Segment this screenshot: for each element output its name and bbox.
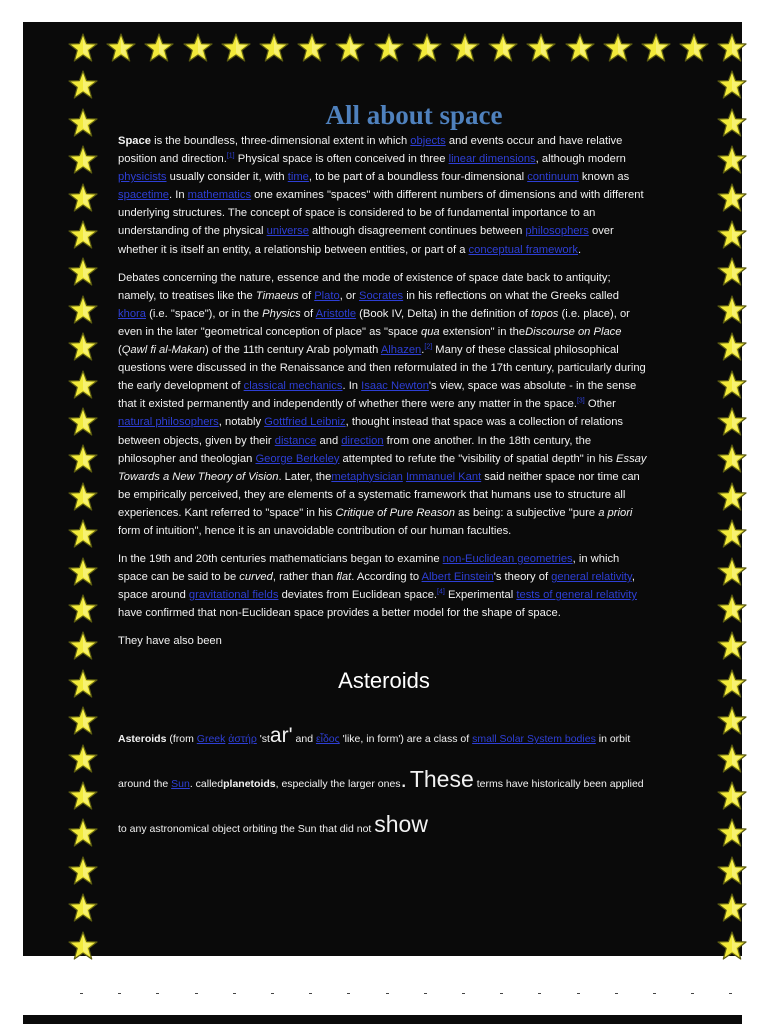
- wiki-link[interactable]: non-Euclidean geometries: [442, 553, 573, 566]
- star-icon: [717, 108, 747, 138]
- star-icon: [717, 145, 747, 175]
- star-icon: [68, 781, 98, 811]
- star-icon: [717, 295, 747, 325]
- document-body: [118, 98, 650, 860]
- text-run: show: [374, 811, 428, 838]
- star-icon: [68, 407, 98, 437]
- dot-mark: [347, 993, 350, 994]
- star-icon: [68, 220, 98, 250]
- wiki-link[interactable]: εἶδος: [315, 733, 340, 746]
- star-icon: [68, 183, 98, 213]
- text-run: and: [316, 434, 342, 447]
- text-run: Experimental: [444, 589, 517, 602]
- star-icon: [717, 744, 747, 774]
- wiki-link[interactable]: Albert Einstein: [421, 571, 494, 584]
- text-run: , to be part of a boundless four-dimensional: [308, 171, 528, 184]
- paragraph-history: [118, 269, 650, 540]
- text-run: , thought instead that space was a collection of relations between objects, given by their: [118, 416, 624, 447]
- star-icon: [717, 370, 747, 400]
- italic-text: a priori: [598, 506, 633, 519]
- star-icon: [68, 295, 98, 325]
- star-icon: [717, 332, 747, 362]
- wiki-link[interactable]: Isaac Newton: [361, 380, 429, 393]
- italic-text: flat: [336, 571, 352, 584]
- wiki-link[interactable]: Sun: [171, 778, 190, 791]
- italic-text: topos: [531, 307, 559, 320]
- star-icon: [641, 33, 671, 63]
- text-run: usually consider it, with: [166, 171, 288, 184]
- wiki-link[interactable]: Alhazen: [380, 344, 422, 357]
- text-run: Many of these classical philosophical questions were discussed in the Renaissance and then reformulated in the 17th century, particularly during the early development of: [118, 344, 646, 393]
- star-icon: [68, 557, 98, 587]
- star-icon: [717, 669, 747, 699]
- text-run: ar': [269, 724, 293, 748]
- italic-text: Critique of Pure Reason: [335, 506, 455, 519]
- wiki-link[interactable]: Socrates: [358, 289, 404, 302]
- wiki-link[interactable]: natural philosophers: [118, 416, 219, 429]
- dot-mark: [80, 993, 83, 994]
- star-icon: [68, 257, 98, 287]
- star-icon: [68, 145, 98, 175]
- star-icon: [68, 818, 98, 848]
- wiki-link[interactable]: direction: [341, 434, 384, 447]
- dot-mark: [462, 993, 465, 994]
- text-run: , in which space can be said to be: [118, 553, 620, 584]
- dot-mark: [653, 993, 656, 994]
- dot-mark: [538, 993, 541, 994]
- text-run: terms have historically been applied to any astronomical object orbiting the Sun that did not: [118, 778, 644, 836]
- wiki-link[interactable]: classical mechanics: [243, 380, 343, 393]
- dot-mark: [691, 993, 694, 994]
- italic-text: qua: [420, 325, 440, 338]
- wiki-link[interactable]: philosophers: [525, 225, 589, 238]
- text-run: have confirmed that non-Euclidean space provides a better model for the shape of space.: [118, 607, 561, 620]
- wiki-link[interactable]: continuum: [527, 171, 579, 184]
- wiki-link[interactable]: gravitational fields: [188, 589, 279, 602]
- text-run: . Later, the: [278, 470, 332, 483]
- text-run: in orbit around the: [118, 733, 631, 791]
- star-icon: [68, 669, 98, 699]
- dot-mark: [118, 993, 121, 994]
- star-icon: [526, 33, 556, 63]
- star-icon: [183, 33, 213, 63]
- dot-mark: [424, 993, 427, 994]
- text-run: in his reflections on what the Greeks called: [403, 289, 619, 302]
- star-icon: [68, 108, 98, 138]
- dot-mark: [156, 993, 159, 994]
- text-run: Physical space is often conceived in three: [234, 153, 449, 166]
- star-icon: [68, 931, 98, 961]
- bold-term: Space: [118, 135, 151, 147]
- star-icon: [679, 33, 709, 63]
- star-icon: [488, 33, 518, 63]
- wiki-link[interactable]: Greek: [196, 733, 226, 746]
- italic-text: Timaeus: [255, 289, 299, 302]
- star-icon: [717, 257, 747, 287]
- text-run: , although modern: [535, 153, 626, 166]
- dot-mark: [615, 993, 618, 994]
- wiki-link[interactable]: small Solar System bodies: [472, 733, 596, 746]
- wiki-link[interactable]: general relativity: [551, 571, 632, 584]
- star-icon: [717, 519, 747, 549]
- bold-term: Asteroids: [118, 733, 167, 746]
- text-run: .: [421, 344, 425, 357]
- wiki-link[interactable]: tests of general relativity: [516, 589, 637, 602]
- wiki-link[interactable]: Aristotle: [315, 307, 357, 320]
- star-icon: [68, 332, 98, 362]
- text-run: These: [409, 766, 474, 793]
- text-run: known as: [578, 171, 630, 184]
- star-icon: [297, 33, 327, 63]
- dot-mark: [195, 993, 198, 994]
- text-run: one examines "spaces" with different numbers of dimensions and with different underlying structures. The concept of space is considered to be of fundamental importance to an understanding of the physical: [118, 189, 644, 238]
- star-icon: [717, 70, 747, 100]
- text-run: of: [298, 289, 315, 302]
- wiki-link[interactable]: physicists: [118, 171, 167, 184]
- star-icon: [717, 631, 747, 661]
- star-icon: [335, 33, 365, 63]
- star-icon: [68, 370, 98, 400]
- star-icon: [68, 856, 98, 886]
- wiki-link[interactable]: conceptual framework: [468, 243, 578, 256]
- text-run: over whether it is itself an entity, a relationship between entities, or part of a: [118, 225, 614, 256]
- asteroids-heading: Asteroids: [338, 668, 430, 694]
- star-icon: [450, 33, 480, 63]
- dot-mark: [271, 993, 274, 994]
- text-run: 'like, in form') are a class of: [339, 733, 473, 746]
- text-run: form of intuition", hence it is an unavoidable contribution of our human faculties.: [118, 524, 512, 537]
- wiki-link[interactable]: Plato: [314, 289, 340, 302]
- citation-marker[interactable]: [2]: [424, 343, 433, 351]
- wiki-link[interactable]: objects: [410, 135, 446, 147]
- text-run: , or: [339, 289, 359, 302]
- star-icon: [565, 33, 595, 63]
- italic-text: curved: [239, 571, 273, 584]
- page-title: All about space: [325, 100, 503, 130]
- star-icon: [374, 33, 404, 63]
- text-run: , space around: [118, 571, 635, 602]
- star-icon: [717, 183, 747, 213]
- text-run: 's theory of: [493, 571, 552, 584]
- text-run: . In: [342, 380, 362, 393]
- dot-mark: [729, 993, 732, 994]
- text-run: .: [577, 243, 582, 256]
- star-icon: [68, 744, 98, 774]
- dot-mark: [309, 993, 312, 994]
- star-icon: [717, 594, 747, 624]
- text-run: In the 19th and 20th centuries mathematicians began to examine: [118, 553, 443, 566]
- star-icon: [68, 893, 98, 923]
- paragraph-asteroids: [118, 716, 650, 849]
- text-run: . According to: [351, 571, 422, 584]
- citation-marker[interactable]: [3]: [576, 397, 585, 405]
- bold-term: planetoids: [223, 778, 276, 791]
- wiki-link[interactable]: time: [287, 171, 309, 184]
- text-run: , especially the larger ones: [275, 778, 401, 791]
- wiki-link[interactable]: Immanuel Kant: [405, 470, 482, 483]
- star-icon: [68, 631, 98, 661]
- star-icon: [412, 33, 442, 63]
- wiki-link[interactable]: metaphysician: [331, 470, 403, 483]
- star-icon: [68, 444, 98, 474]
- star-icon: [717, 818, 747, 848]
- text-run: , notably: [218, 416, 265, 429]
- italic-text: Essay Towards a New Theory of Vision: [118, 452, 647, 483]
- star-icon: [717, 220, 747, 250]
- dot-mark: [500, 993, 503, 994]
- text-run: deviates from Euclidean space.: [278, 589, 438, 602]
- wiki-link[interactable]: Gottfried Leibniz: [264, 416, 346, 429]
- wiki-link[interactable]: mathematics: [187, 189, 252, 202]
- citation-marker[interactable]: [1]: [226, 152, 235, 160]
- citation-marker[interactable]: [4]: [437, 588, 445, 596]
- paragraph-fragment: They have also been: [118, 635, 222, 648]
- text-run: and: [292, 733, 316, 746]
- text-run: 'st: [256, 733, 270, 746]
- star-icon: [68, 519, 98, 549]
- star-icon: [717, 893, 747, 923]
- star-icon: [717, 33, 747, 63]
- text-run: (from: [166, 733, 197, 746]
- text-run: (i.e. "space"), or in the: [146, 307, 263, 320]
- text-run: Other: [584, 398, 616, 411]
- star-icon: [717, 482, 747, 512]
- wiki-link[interactable]: universe: [266, 225, 309, 238]
- star-icon: [717, 856, 747, 886]
- paragraph-modern: [118, 550, 650, 622]
- text-run: 's view, space was absolute - in the sense that it existed permanently and independently of whether there were any matter in the space.: [118, 380, 637, 411]
- dot-mark: [233, 993, 236, 994]
- text-run: extension" in the: [439, 325, 526, 338]
- text-run: ) of the 11th century Arab polymath: [205, 344, 381, 357]
- star-icon: [68, 482, 98, 512]
- star-icon: [221, 33, 251, 63]
- text-run: (i.e. place), or even in the later "geometrical conception of place" as "space: [118, 307, 630, 338]
- star-icon: [68, 594, 98, 624]
- text-run: (: [118, 344, 122, 357]
- wiki-link[interactable]: George Berkeley: [255, 452, 340, 465]
- star-icon: [603, 33, 633, 63]
- text-run: said neither space nor time can be empirically perceived, they are elements of a systematic framework that humans use to structure all experiences. Kant referred to "space" in his: [118, 470, 640, 519]
- text-run: although disagreement continues between: [308, 225, 526, 238]
- star-icon: [717, 407, 747, 437]
- star-icon: [68, 70, 98, 100]
- star-icon: [106, 33, 136, 63]
- wiki-link[interactable]: ἀστήρ: [228, 733, 257, 746]
- next-page-edge: [23, 1015, 742, 1024]
- dot-mark: [386, 993, 389, 994]
- text-run: of: [300, 307, 316, 320]
- text-run: attempted to refute the "visibility of spatial depth" in his: [339, 452, 617, 465]
- text-run: (Book IV, Delta) in the definition of: [356, 307, 532, 320]
- text-run: . In: [169, 189, 188, 202]
- text-run: Debates concerning the nature, essence and the mode of existence of space date back to antiquity; namely, to treatises like the: [118, 271, 611, 302]
- text-run: , rather than: [272, 571, 337, 584]
- star-icon: [717, 557, 747, 587]
- text-run: as being: a subjective "pure: [454, 506, 599, 519]
- wiki-link[interactable]: spacetime: [118, 189, 169, 202]
- star-icon: [717, 931, 747, 961]
- star-icon: [68, 33, 98, 63]
- text-run: . called: [189, 778, 224, 791]
- wiki-link[interactable]: khora: [118, 307, 146, 320]
- star-icon: [717, 706, 747, 736]
- wiki-link[interactable]: linear dimensions: [448, 153, 536, 166]
- star-icon: [717, 444, 747, 474]
- text-run: .: [400, 766, 407, 793]
- italic-text: Qawl fi al-Makan: [121, 344, 206, 357]
- star-icon: [68, 706, 98, 736]
- star-icon: [259, 33, 289, 63]
- italic-text: Discourse on Place: [525, 325, 622, 338]
- text-run: and events occur and have relative position and direction.: [118, 135, 623, 166]
- star-icon: [144, 33, 174, 63]
- text-run: from one another. In the 18th century, the philosopher and theologian: [118, 434, 592, 465]
- paragraph-space-definition: [118, 132, 650, 259]
- star-icon: [717, 781, 747, 811]
- text-run: is the boundless, three-dimensional extent in which: [150, 135, 411, 147]
- dot-mark: [577, 993, 580, 994]
- italic-text: Physics: [262, 307, 301, 320]
- wiki-link[interactable]: distance: [274, 434, 317, 447]
